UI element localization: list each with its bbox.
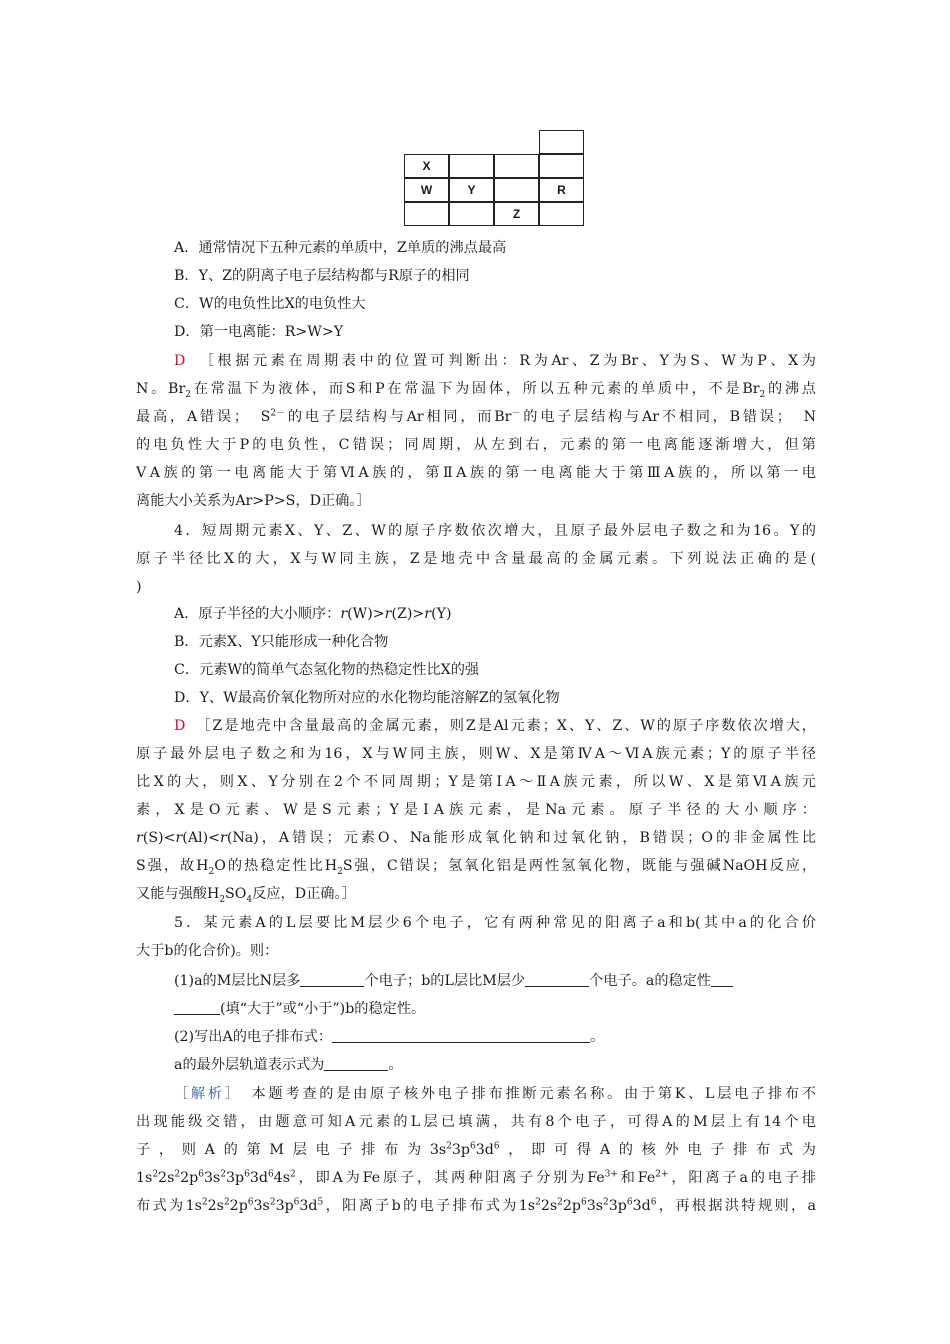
q5-stem: 大于b的化合价)。则： xyxy=(136,943,279,959)
q3-expl-text: 的电子层结构与Ar不相同，B错误； N xyxy=(520,409,816,425)
q5-analysis-text: ，阳离子a的电子排 xyxy=(668,1170,816,1186)
q4-expl-text: (Na)，A错误；元素O、Na能形成氧化钠和过氧化钠，B错误；O的非金属性比 xyxy=(226,830,816,846)
q5-text: 。 xyxy=(590,1029,605,1045)
electron-config: $1s^22s^22p^63s^23p^63d^6$ xyxy=(518,1197,657,1214)
q5-part1-line xyxy=(174,998,816,1020)
q3-option-b: B．Y、Z的阴离子电子层结构都与R原子的相同 xyxy=(174,268,470,284)
radius-symbol: r xyxy=(220,830,227,846)
q5-analysis-text: 布式为 xyxy=(136,1198,186,1214)
answer-blank[interactable] xyxy=(300,972,364,987)
q5-analysis-text: ，再根据洪特规则，a xyxy=(656,1198,816,1214)
table-cell xyxy=(539,154,584,178)
table-cell xyxy=(449,202,494,226)
q4-explanation-line: 素，X是O元素、W是S元素；Y是ⅠA族元素，是Na元素。原子半径的大小顺序： xyxy=(136,802,816,818)
table-cell: X xyxy=(404,154,449,178)
q4-stem: 4．短周期元素X、Y、Z、W的原子序数依次增大，且原子最外层电子数之和为16。Y的 xyxy=(174,523,816,539)
q5-analysis-line: 出现能级交错，由题意可知A元素的L层已填满，共有8个电子，可得A的M层上有14个电 xyxy=(136,1114,816,1130)
q4-stem: ) xyxy=(136,579,142,595)
q4-option-text: (W)> xyxy=(347,606,385,622)
q4-option-d: D．Y、W最高价氧化物所对应的水化物均能溶解Z的氢氧化物 xyxy=(174,690,560,706)
q5-analysis-text: 子，则A的第M层电子排布为3s xyxy=(136,1142,447,1158)
radius-symbol: r xyxy=(384,606,392,622)
q3-expl-text: 的电子层结构与Ar相同，而Br xyxy=(285,409,512,425)
answer-blank[interactable] xyxy=(525,972,589,987)
q5-text: a的最外层轨道表示式为 xyxy=(174,1057,325,1073)
q4-expl-text: O的热稳定性比H xyxy=(214,858,338,874)
q4-expl-text: ［Z是地壳中含量最高的金属元素，则Z是Al元素；X、Y、Z、W的原子序数依次增大， xyxy=(203,718,816,734)
q3-option-d: D．第一电离能：R>W>Y xyxy=(174,324,344,340)
periodic-table-fragment xyxy=(404,130,584,226)
q4-expl-text: 又能与强酸H xyxy=(136,886,220,902)
subscript: 2 xyxy=(208,866,215,877)
table-cell: W xyxy=(404,178,449,202)
table-cell xyxy=(494,178,539,202)
q4-explanation-line xyxy=(136,827,816,849)
electron-config: $1s^22s^22p^63s^23p^63d^5$ xyxy=(185,1197,324,1214)
q5-text: 个电子；b的L层比M层少 xyxy=(364,973,526,989)
table-cell: R xyxy=(539,178,584,202)
q4-expl-text: (S)< xyxy=(142,830,176,846)
q3-expl-text: 在常温下为液体，而S和P在常温下为固体，所以五种元素的单质中，不是Br xyxy=(190,381,760,397)
q3-explanation-line xyxy=(174,350,816,372)
q4-expl-text: 反应，D正确。］ xyxy=(252,886,356,902)
answer-blank[interactable] xyxy=(332,1028,590,1043)
radius-symbol: r xyxy=(340,606,348,622)
q5-analysis-text: ，即A为Fe原子，其两种阳离子分别为Fe xyxy=(295,1170,605,1186)
answer-blank[interactable] xyxy=(711,972,733,987)
q3-explanation-line: 的电负性大于P的电负性，C错误；同周期，从左到右，元素的第一电离能逐渐增大，但第 xyxy=(136,437,816,453)
table-cell xyxy=(539,202,584,226)
electron-config: $1s^22s^22p^63s^23p^63d^64s^2$ xyxy=(136,1169,296,1186)
superscript: － xyxy=(511,408,521,419)
q5-analysis-line xyxy=(136,1195,816,1217)
q3-explanation-line xyxy=(136,406,816,428)
q4-option-c: C．元素W的简单气态氢化物的热稳定性比X的强 xyxy=(174,662,480,678)
q3-explanation-line: 离能大小关系为Ar>P>S，D正确。］ xyxy=(136,493,371,509)
subscript: 2 xyxy=(219,894,226,905)
q5-analysis-text: 本题考查的是由原子核外电子排布推断元素名称。由于第K、L层电子排布不 xyxy=(234,1086,816,1102)
q4-expl-text: SO xyxy=(225,886,247,902)
q4-expl-text: S强，C错误；氢氧化铝是两性氢氧化物，既能与强碱NaOH反应， xyxy=(342,858,817,874)
table-cell xyxy=(404,202,449,226)
q5-text: (2)写出A的电子排布式： xyxy=(174,1029,333,1045)
q4-option-text: (Y) xyxy=(431,606,452,622)
q4-expl-text: (Al)< xyxy=(182,830,221,846)
radius-symbol: r xyxy=(175,830,183,846)
q4-expl-text: S强，故H xyxy=(136,858,209,874)
table-cell xyxy=(494,154,539,178)
q5-text: (1)a的M层比N层多 xyxy=(174,973,301,989)
q3-expl-text: 最高，A错误； S xyxy=(136,409,271,425)
q3-explanation-line xyxy=(136,378,816,400)
subscript: 2 xyxy=(185,389,191,400)
q3-expl-text: 的沸点 xyxy=(765,381,816,397)
q4-explanation-line xyxy=(174,715,816,737)
q5-analysis-line: 子，则A的第M层电子排布为$3s^23p^63d^6$，即可得A的核外电子排布式为 xyxy=(136,1141,816,1158)
answer-blank[interactable] xyxy=(324,1056,388,1071)
subscript: 4 xyxy=(246,894,253,905)
q4-option-b: B．元素X、Y只能形成一种化合物 xyxy=(174,634,389,650)
q5-analysis-text: 和Fe xyxy=(617,1170,656,1186)
q3-explanation-line: ⅤA族的第一电离能大于第ⅥA族的，第ⅡA族的第一电离能大于第ⅢA族的，所以第一电 xyxy=(136,465,816,481)
q4-explanation-line: 原子最外层电子数之和为16，X与W同主族，则W、X是第ⅣA～ⅥA族元素；Y的原子半径 xyxy=(136,746,816,762)
q4-answer: D xyxy=(174,718,186,734)
q3-answer: D xyxy=(174,353,186,369)
q4-explanation-line: 比X的大，则X、Y分别在2个不同周期；Y是第ⅠA～ⅡA族元素，所以W、X是第ⅥA族元 xyxy=(136,774,816,790)
q5-part2-line xyxy=(174,1026,816,1048)
q4-option-text: (Z)> xyxy=(391,606,425,622)
q3-option-c: C．W的电负性比X的电负性大 xyxy=(174,296,366,312)
q5-analysis-text: ，阳离子b的电子排布式为 xyxy=(323,1198,519,1214)
q5-part1-line xyxy=(174,970,816,992)
table-cell: Y xyxy=(449,178,494,202)
q5-analysis-line xyxy=(174,1083,816,1105)
q4-option-a xyxy=(174,603,816,625)
radius-symbol: r xyxy=(424,606,432,622)
table-cell xyxy=(539,130,584,154)
q4-stem: 原子半径比X的大，X与W同主族，Z是地壳中含量最高的金属元素。下列说法正确的是( xyxy=(136,551,816,567)
q5-text: 。 xyxy=(388,1057,403,1073)
q4-explanation-line xyxy=(136,855,816,877)
table-cell: Z xyxy=(494,202,539,226)
superscript: 2－ xyxy=(270,408,286,419)
q4-option-text: A．原子半径的大小顺序： xyxy=(174,606,341,622)
q5-analysis-text: ，即可得A的核外电子排布式为 xyxy=(499,1142,816,1158)
q5-part3-line xyxy=(174,1054,816,1076)
subscript: 2 xyxy=(337,866,343,877)
q3-option-a: A．通常情况下五种元素的单质中，Z单质的沸点最高 xyxy=(174,240,507,256)
answer-blank[interactable] xyxy=(174,1000,220,1015)
q5-stem: 5．某元素A的L层要比M层少6个电子，它有两种常见的阳离子a和b(其中a的化合价 xyxy=(174,915,816,931)
q3-expl-text: N。Br xyxy=(136,381,186,397)
analysis-tag: ［解析］ xyxy=(174,1086,235,1102)
table-cell xyxy=(449,154,494,178)
q3-expl-text: ［根据元素在周期表中的位置可判断出：R为Ar、Z为Br、Y为S、W为P、X为 xyxy=(206,353,816,369)
radius-symbol: r xyxy=(136,830,143,846)
q5-analysis-line: $1s^22s^22p^63s^23p^63d^64s^2$，即A为Fe原子，其两种阳离子分别为$Fe^{3+}$和$Fe^{2+}$，阳离子a的电子排 xyxy=(136,1169,816,1186)
q4-explanation-line xyxy=(136,883,816,905)
q5-text: (填“大于”或“小于”)b的稳定性。 xyxy=(220,1001,426,1017)
subscript: 2 xyxy=(759,389,766,400)
q5-text: 个电子。a的稳定性 xyxy=(589,973,712,989)
